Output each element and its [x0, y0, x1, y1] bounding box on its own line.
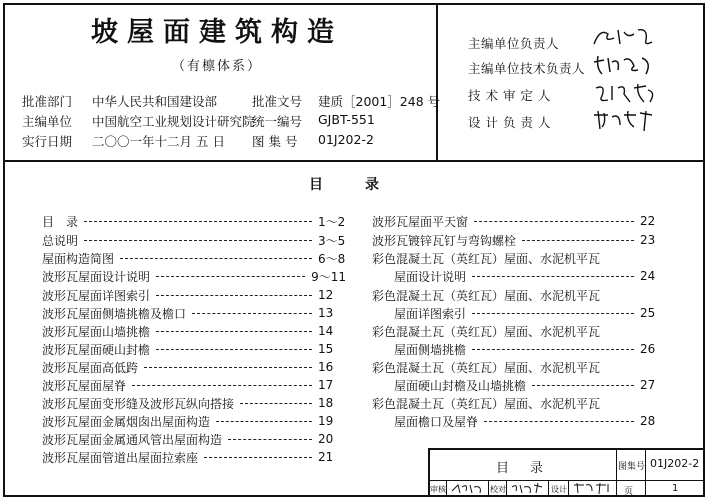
toc-item-page: 16: [318, 360, 334, 374]
toc-item: [394, 340, 668, 358]
toc-item-page: 9～11: [311, 269, 346, 284]
toc-item: [42, 448, 346, 466]
toc-item-page: 19: [318, 414, 334, 428]
toc-item-label: 波形瓦屋面硬山封檐: [42, 342, 151, 357]
toc-item-page: 12: [318, 288, 334, 302]
toc-item-label: 目 录: [42, 214, 79, 229]
toc-item-label: 总说明: [42, 233, 79, 248]
titleblock-divider-1: [616, 448, 617, 497]
toc-item-page: 24: [640, 269, 656, 283]
titleblock-cell-line: [488, 480, 489, 497]
titleblock-cell-line: [506, 480, 507, 497]
atlas-no-value: 01J202-2: [318, 132, 374, 147]
toc-heading: 目 录: [309, 177, 393, 193]
chief-editor-label: 主编单位负责人: [468, 36, 560, 51]
leader-line: [472, 349, 634, 350]
signature-design-lead: [590, 107, 660, 133]
titleblock-cell-line: [568, 480, 569, 497]
toc-item-label: 波形瓦屋面平天窗: [372, 214, 469, 229]
toc-item-page: 17: [318, 378, 334, 392]
leader-line: [156, 295, 312, 296]
toc-item-label: 屋面侧墙挑檐: [394, 342, 467, 357]
toc-item-label: 屋面构造简图: [42, 251, 115, 266]
toc-item-label: 波形瓦屋面山墙挑檐: [42, 324, 151, 339]
leader-line: [156, 276, 305, 277]
toc-item: [42, 430, 346, 448]
design-lead-label: 设 计 负 责 人: [468, 115, 551, 130]
toc-item-page: 3～5: [318, 233, 346, 248]
tech-chief-label: 主编单位技术负责人: [468, 61, 586, 76]
toc-item-page: 6～8: [318, 251, 346, 266]
toc-item: [42, 231, 346, 249]
tech-reviewer-label: 技 术 审 定 人: [468, 88, 551, 103]
toc-item-page: 25: [640, 306, 656, 320]
signature-check: [510, 481, 546, 495]
toc-item: [42, 412, 346, 430]
leader-line: [84, 240, 312, 241]
signature-review: [450, 481, 486, 495]
leader-line: [522, 240, 634, 241]
toc-item-page: 22: [640, 214, 656, 228]
signature-design: [572, 481, 612, 495]
titleblock-divider-2: [645, 448, 646, 497]
leader-line: [484, 421, 634, 422]
toc-item-label: 波形瓦屋面金属通风管出屋面构造: [42, 432, 223, 447]
toc-item-label: 波形瓦屋面侧墙挑檐及檐口: [42, 306, 187, 321]
toc-item: [42, 286, 346, 304]
toc-item-label: 屋面设计说明: [394, 269, 467, 284]
toc-item-line1: 彩色混凝土瓦（英红瓦）屋面、水泥机平瓦: [372, 251, 601, 266]
toc-item: [394, 412, 668, 430]
leader-line: [474, 221, 634, 222]
unified-no-label: 统一编号: [252, 114, 303, 129]
titleblock-page-label: 页: [624, 487, 634, 497]
titleblock-top-border: [428, 448, 705, 450]
toc-item: [372, 212, 668, 230]
signature-chief-editor: [590, 24, 660, 50]
titleblock-cell-line: [446, 480, 447, 497]
toc-item-label: 波形瓦屋面设计说明: [42, 269, 151, 284]
toc-item: [42, 267, 346, 285]
titleblock-design-label: 设计: [551, 485, 567, 494]
approval-dept-value: 中华人民共和国建设部: [92, 94, 218, 109]
toc-item-line1: 彩色混凝土瓦（英红瓦）屋面、水泥机平瓦: [372, 288, 601, 303]
leader-line: [532, 385, 634, 386]
toc-item-label: 屋面檐口及屋脊: [394, 414, 479, 429]
leader-line: [192, 313, 312, 314]
toc-item: [42, 212, 346, 230]
titleblock-atlas-label: 图集号: [618, 462, 646, 472]
toc-item-page: 13: [318, 306, 334, 320]
leader-line: [144, 367, 312, 368]
leader-line: [120, 258, 312, 259]
leader-line: [132, 385, 312, 386]
impl-date-label: 实行日期: [22, 134, 73, 149]
toc-item-page: 18: [318, 396, 334, 410]
titleblock-cell-line: [548, 480, 549, 497]
toc-item: [42, 376, 346, 394]
toc-item-page: 15: [318, 342, 334, 356]
titleblock-name: 目 录: [496, 461, 548, 476]
titleblock-page-value: 1: [672, 483, 679, 494]
page-subtitle: （有檩体系）: [171, 59, 262, 74]
titleblock-atlas-value: 01J202-2: [650, 457, 700, 470]
toc-item-line1: 彩色混凝土瓦（英红瓦）屋面、水泥机平瓦: [372, 360, 601, 375]
toc-item-page: 23: [640, 233, 656, 247]
approval-doc-label: 批准文号: [252, 94, 303, 109]
toc-item-label: 屋面详图索引: [394, 306, 467, 321]
leader-line: [472, 276, 634, 277]
toc-item: [42, 304, 346, 322]
leader-line: [228, 439, 312, 440]
editor-unit-value: 中国航空工业规划设计研究院: [92, 114, 255, 129]
header-divider: [436, 3, 438, 161]
toc-item: [42, 394, 346, 412]
page-title: 坡屋面建筑构造: [91, 17, 343, 48]
titleblock-check-label: 校对: [490, 485, 506, 494]
toc-item-label: 波形瓦屋面变形缝及波形瓦纵向搭接: [42, 396, 235, 411]
toc-item-label: 波形瓦屋面详图索引: [42, 288, 151, 303]
toc-item: [372, 231, 668, 249]
leader-line: [156, 349, 312, 350]
titleblock-review-label: 审核: [430, 485, 446, 494]
toc-item-label: 波形瓦屋面管道出屋面拉索座: [42, 450, 199, 465]
signature-tech-reviewer: [590, 80, 660, 106]
leader-line: [472, 313, 634, 314]
toc-item-label: 屋面硬山封檐及山墙挑檐: [394, 378, 527, 393]
toc-item: [394, 376, 668, 394]
leader-line: [216, 421, 312, 422]
unified-no-value: GJBT-551: [318, 112, 375, 127]
approval-dept-label: 批准部门: [22, 94, 73, 109]
toc-item-line1: 彩色混凝土瓦（英红瓦）屋面、水泥机平瓦: [372, 324, 601, 339]
leader-line: [84, 221, 312, 222]
toc-item-label: 波形瓦屋面高低跨: [42, 360, 139, 375]
editor-unit-label: 主编单位: [22, 114, 73, 129]
toc-item-label: 波形瓦屋面屋脊: [42, 378, 127, 393]
toc-item-page: 26: [640, 342, 656, 356]
toc-item: [42, 322, 346, 340]
toc-item-page: 27: [640, 378, 656, 392]
toc-item-label: 波形瓦屋面金属烟囱出屋面构造: [42, 414, 211, 429]
toc-item: [394, 267, 668, 285]
toc-item-label: 波形瓦镀锌瓦钉与弯钩螺栓: [372, 233, 517, 248]
toc-item: [42, 340, 346, 358]
atlas-no-label: 图 集 号: [252, 134, 298, 149]
toc-item: [394, 304, 668, 322]
approval-doc-value: 建质［2001］248 号: [318, 94, 441, 109]
toc-item-page: 21: [318, 450, 334, 464]
impl-date-value: 二〇〇一年十二月 五 日: [92, 134, 225, 149]
toc-item: [42, 249, 346, 267]
toc-item-page: 20: [318, 432, 334, 446]
signature-tech-chief: [590, 52, 660, 78]
toc-item-page: 1～2: [318, 214, 346, 229]
leader-line: [204, 457, 312, 458]
leader-line: [240, 403, 312, 404]
toc-item-page: 28: [640, 414, 656, 428]
toc-item-line1: 彩色混凝土瓦（英红瓦）屋面、水泥机平瓦: [372, 396, 601, 411]
header-bottom-line: [3, 160, 705, 162]
leader-line: [156, 331, 312, 332]
toc-item-page: 14: [318, 324, 334, 338]
toc-item: [42, 358, 346, 376]
